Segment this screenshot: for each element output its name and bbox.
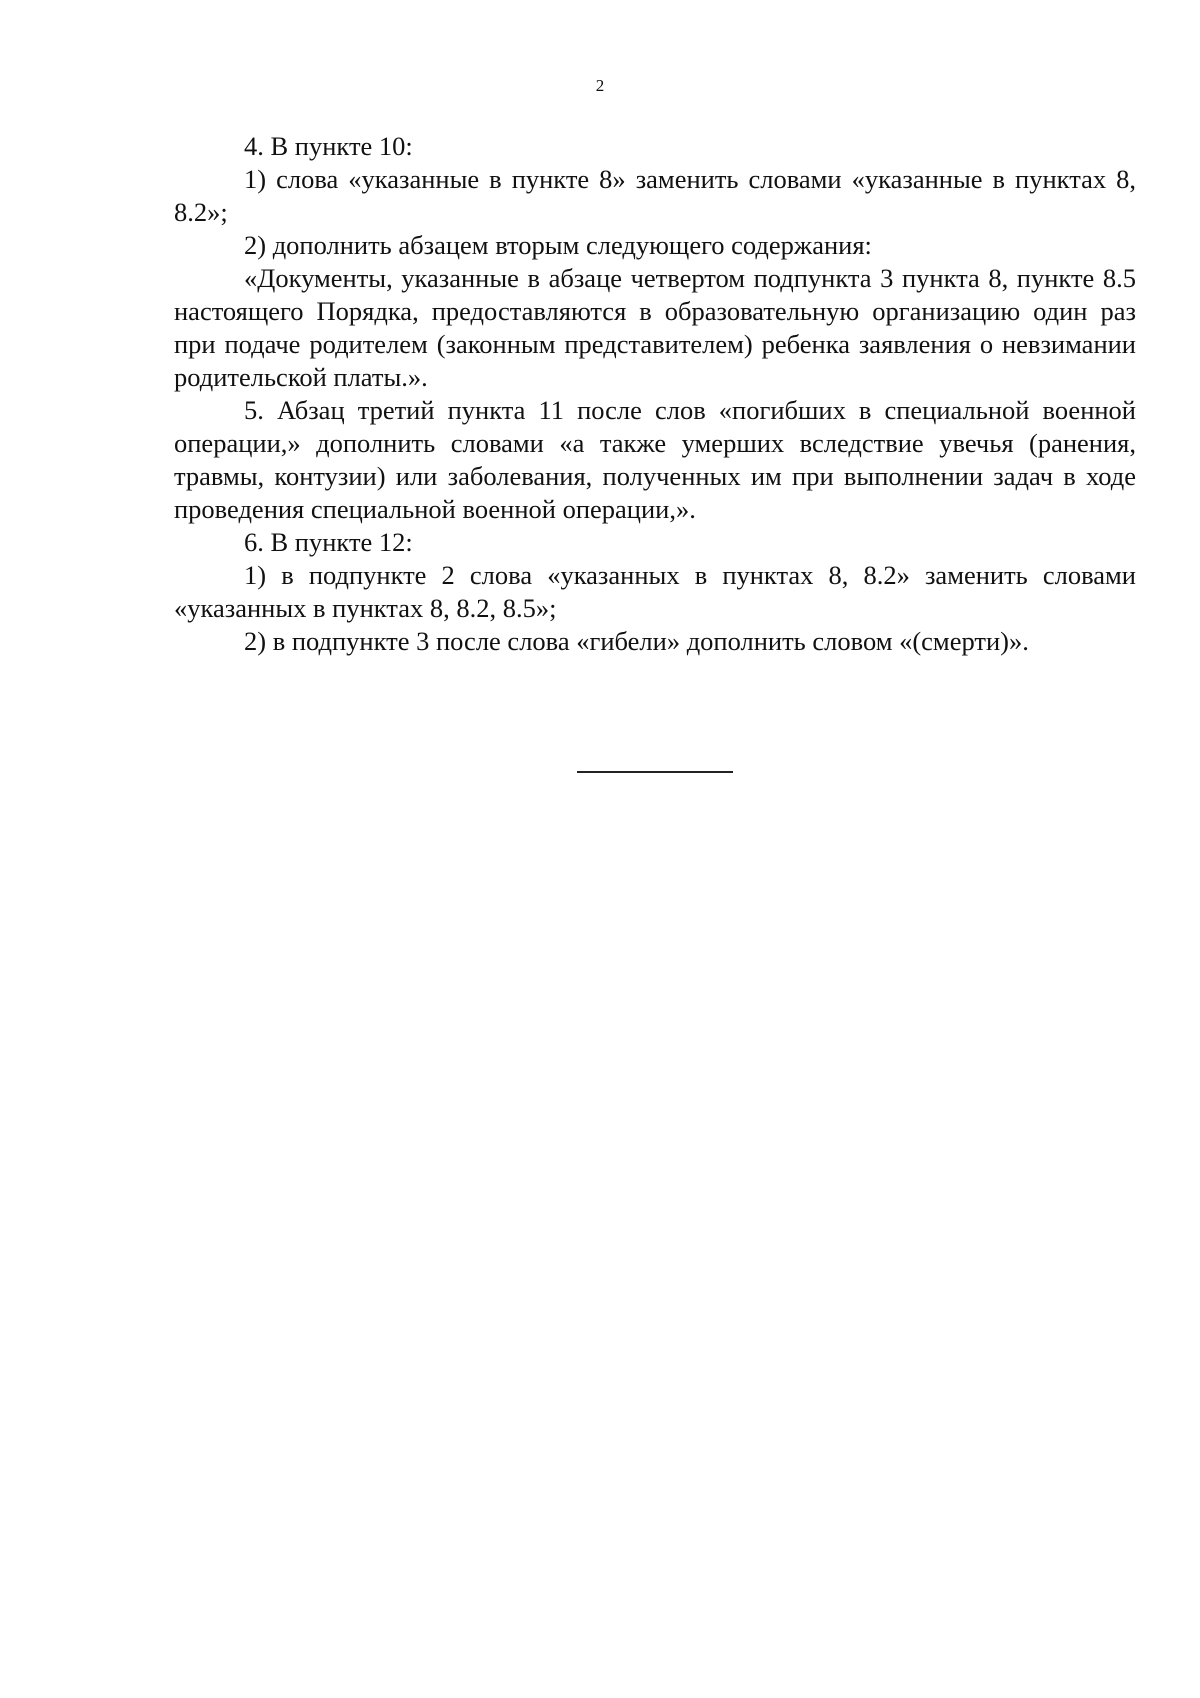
paragraph-subitem-6-2: 2) в подпункте 3 после слова «гибели» дополнить словом «(смерти)». [244,626,1029,656]
paragraph-subitem-4-2: 2) дополнить абзацем вторым следующего содержания: [244,230,872,260]
end-separator-line [577,771,733,773]
paragraph-subitem-6-1: 1) в подпункте 2 слова «указанных в пунктах 8, 8.2» заменить словами «указанных в пунктах 8, 8.2, 8.5»; [174,560,1136,623]
paragraph-subitem-4-1: 1) слова «указанные в пункте 8» заменить словами «указанные в пунктах 8, 8.2»; [174,164,1136,227]
paragraph-quoted-insertion: «Документы, указанные в абзаце четвертом подпункта 3 пункта 8, пункте 8.5 настоящего Порядка, предоставляются в образовательную организацию один раз при подаче родителем (законным представителем) ребенка заявления о невзимании родительской платы.». [174,263,1136,392]
paragraph-item-5: 5. Абзац третий пункта 11 после слов «погибших в специальной военной операции,» дополнить словами «а также умерших вследствие увечья (ранения, травмы, контузии) или заболевания, полученных им при выполнении задач в ходе проведения специальной военной операции,». [174,395,1136,524]
document-body [174,130,1136,658]
paragraph-item-6-heading: 6. В пункте 12: [244,527,413,557]
page-number: 2 [595,76,605,95]
paragraph-item-4-heading: 4. В пункте 10: [244,131,413,161]
